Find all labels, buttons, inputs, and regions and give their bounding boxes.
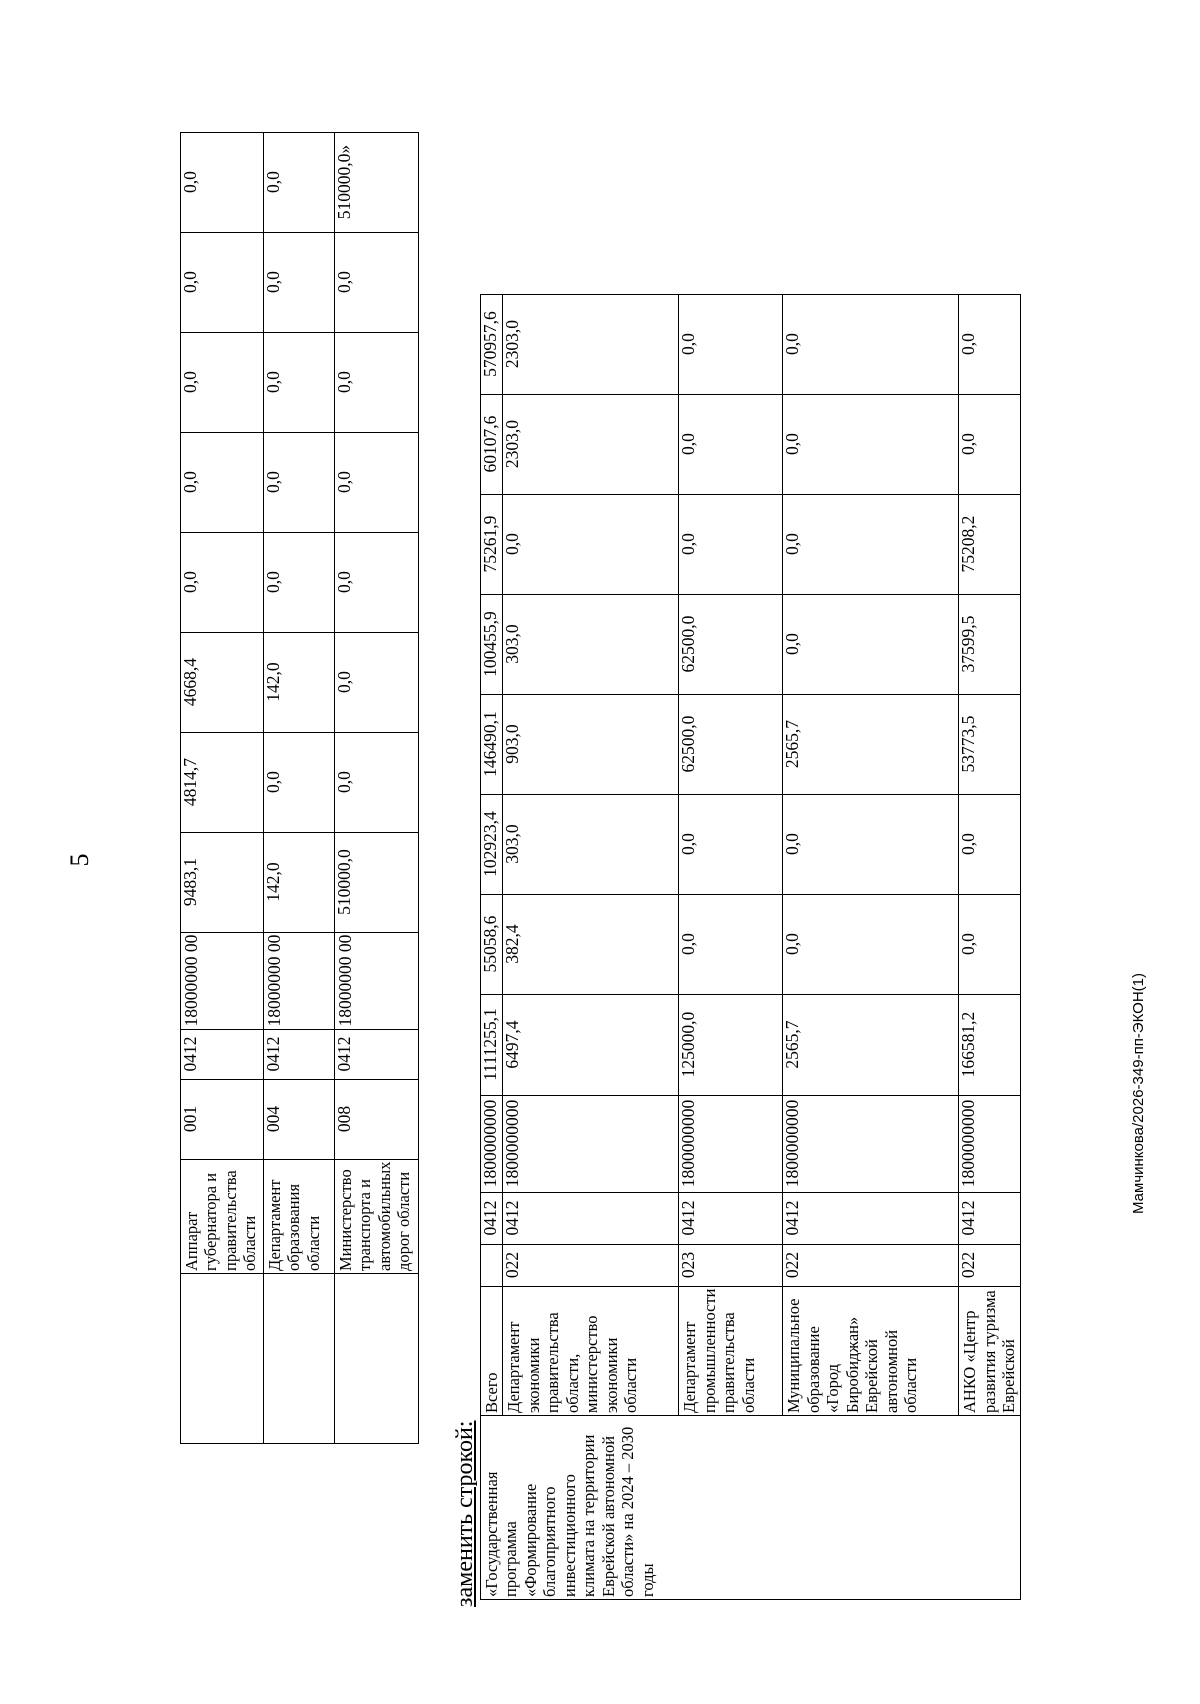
code3-cell: 1800000000 bbox=[503, 1095, 679, 1192]
program-name-cell: «Государственная программа «Формирование благоприятного инвестиционного климата на территории Еврейской автономной области» на 2024 – 2030 годы bbox=[481, 1416, 1021, 1600]
value-cell: 2565,7 bbox=[783, 994, 959, 1095]
table-row bbox=[503, 294, 679, 1599]
code1-cell: 022 bbox=[783, 1244, 959, 1286]
table-row bbox=[181, 132, 264, 1443]
code3-cell: 18000000 00 bbox=[264, 932, 335, 1029]
bottom-table bbox=[480, 294, 1021, 1600]
value-cell: 55058,6 bbox=[481, 894, 503, 994]
org-name-cell: Департамент образования области bbox=[264, 1159, 335, 1273]
value-cell: 510000,0 bbox=[335, 832, 419, 932]
value-cell: 0,0 bbox=[264, 132, 335, 232]
org-name-cell: Аппарат губернатора и правительства области bbox=[181, 1159, 264, 1273]
table-row bbox=[481, 294, 503, 1599]
value-cell: 0,0 bbox=[783, 394, 959, 494]
value-cell: 0,0 bbox=[503, 494, 679, 594]
value-cell: 4814,7 bbox=[181, 732, 264, 832]
value-cell: 0,0 bbox=[264, 432, 335, 532]
value-cell: 0,0 bbox=[264, 532, 335, 632]
value-cell: 102923,4 bbox=[481, 794, 503, 894]
value-cell: 62500,0 bbox=[679, 594, 783, 694]
value-cell: 0,0 bbox=[264, 232, 335, 332]
value-cell: 2303,0 bbox=[503, 394, 679, 494]
code2-cell: 0412 bbox=[181, 1029, 264, 1079]
org-name-cell: Министерство транспорта и автомобильных дорог области bbox=[335, 1159, 419, 1273]
value-cell: 0,0 bbox=[783, 294, 959, 394]
code1-cell: 022 bbox=[503, 1244, 679, 1286]
value-cell: 75208,2 bbox=[959, 494, 1020, 594]
code2-cell: 0412 bbox=[959, 1192, 1020, 1244]
value-cell: 382,4 bbox=[503, 894, 679, 994]
value-cell: 0,0 bbox=[335, 532, 419, 632]
value-cell: 0,0 bbox=[335, 232, 419, 332]
value-cell: 0,0 bbox=[335, 732, 419, 832]
code1-cell: 008 bbox=[335, 1079, 419, 1159]
value-cell: 2565,7 bbox=[783, 694, 959, 794]
replace-caption: заменить строкой: bbox=[452, 1420, 478, 1607]
value-cell: 142,0 bbox=[264, 832, 335, 932]
value-cell: 6497,4 bbox=[503, 994, 679, 1095]
top-table bbox=[180, 132, 419, 1444]
value-cell: 0,0 bbox=[783, 794, 959, 894]
value-cell: 0,0 bbox=[679, 394, 783, 494]
value-cell: 75261,9 bbox=[481, 494, 503, 594]
org-name-cell: Департамент промышленности правительства области bbox=[679, 1286, 783, 1415]
table-row bbox=[959, 294, 1020, 1599]
value-cell: 0,0 bbox=[181, 332, 264, 432]
value-cell: 0,0 bbox=[679, 894, 783, 994]
value-cell: 1111255,1 bbox=[481, 994, 503, 1095]
value-cell: 0,0 bbox=[783, 494, 959, 594]
value-cell: 510000,0» bbox=[335, 132, 419, 232]
value-cell: 0,0 bbox=[679, 794, 783, 894]
org-name-cell: АНКО «Центр развития туризма Еврейской bbox=[959, 1286, 1020, 1415]
value-cell: 0,0 bbox=[959, 394, 1020, 494]
code1-cell: 023 bbox=[679, 1244, 783, 1286]
value-cell: 0,0 bbox=[679, 494, 783, 594]
code1-cell: 001 bbox=[181, 1079, 264, 1159]
org-name-cell: Всего bbox=[481, 1286, 503, 1415]
value-cell: 0,0 bbox=[335, 632, 419, 732]
empty-program-cell bbox=[181, 1274, 264, 1444]
value-cell: 903,0 bbox=[503, 694, 679, 794]
value-cell: 0,0 bbox=[181, 132, 264, 232]
code1-cell: 022 bbox=[959, 1244, 1020, 1286]
value-cell: 53773,5 bbox=[959, 694, 1020, 794]
value-cell: 125000,0 bbox=[679, 994, 783, 1095]
value-cell: 60107,6 bbox=[481, 394, 503, 494]
footer-reference: Мамчинкова/2026-349-пп-ЭКОН(1) bbox=[1130, 973, 1147, 1214]
empty-program-cell bbox=[335, 1274, 419, 1444]
value-cell: 2303,0 bbox=[503, 294, 679, 394]
value-cell: 166581,2 bbox=[959, 994, 1020, 1095]
value-cell: 142,0 bbox=[264, 632, 335, 732]
code2-cell: 0412 bbox=[335, 1029, 419, 1079]
table-row bbox=[783, 294, 959, 1599]
code3-cell: 18000000 00 bbox=[335, 932, 419, 1029]
code2-cell: 0412 bbox=[503, 1192, 679, 1244]
code3-cell: 1800000000 bbox=[679, 1095, 783, 1192]
value-cell: 146490,1 bbox=[481, 694, 503, 794]
code2-cell: 0412 bbox=[481, 1192, 503, 1244]
table-row bbox=[264, 132, 335, 1443]
value-cell: 303,0 bbox=[503, 794, 679, 894]
value-cell: 37599,5 bbox=[959, 594, 1020, 694]
empty-program-cell bbox=[264, 1274, 335, 1444]
code1-cell: 004 bbox=[264, 1079, 335, 1159]
value-cell: 0,0 bbox=[264, 332, 335, 432]
value-cell: 9483,1 bbox=[181, 832, 264, 932]
code1-cell bbox=[481, 1244, 503, 1286]
code2-cell: 0412 bbox=[264, 1029, 335, 1079]
code3-cell: 1800000000 bbox=[783, 1095, 959, 1192]
value-cell: 0,0 bbox=[959, 294, 1020, 394]
value-cell: 0,0 bbox=[959, 794, 1020, 894]
code2-cell: 0412 bbox=[783, 1192, 959, 1244]
table-row bbox=[335, 132, 419, 1443]
org-name-cell: Муниципальное образование «Город Биробиджан» Еврейской автономной области bbox=[783, 1286, 959, 1415]
value-cell: 0,0 bbox=[783, 594, 959, 694]
value-cell: 100455,9 bbox=[481, 594, 503, 694]
value-cell: 4668,4 bbox=[181, 632, 264, 732]
value-cell: 0,0 bbox=[181, 232, 264, 332]
value-cell: 0,0 bbox=[335, 432, 419, 532]
value-cell: 303,0 bbox=[503, 594, 679, 694]
code3-cell: 18000000 00 bbox=[181, 932, 264, 1029]
page-number: 5 bbox=[65, 853, 94, 867]
value-cell: 0,0 bbox=[679, 294, 783, 394]
value-cell: 0,0 bbox=[959, 894, 1020, 994]
code3-cell: 1800000000 bbox=[481, 1095, 503, 1192]
org-name-cell: Департамент экономики правительства области, министерство экономики области bbox=[503, 1286, 679, 1415]
code3-cell: 1800000000 bbox=[959, 1095, 1020, 1192]
value-cell: 0,0 bbox=[181, 532, 264, 632]
code2-cell: 0412 bbox=[679, 1192, 783, 1244]
value-cell: 0,0 bbox=[264, 732, 335, 832]
value-cell: 62500,0 bbox=[679, 694, 783, 794]
value-cell: 0,0 bbox=[335, 332, 419, 432]
value-cell: 0,0 bbox=[181, 432, 264, 532]
value-cell: 0,0 bbox=[783, 894, 959, 994]
table-row bbox=[679, 294, 783, 1599]
value-cell: 570957,6 bbox=[481, 294, 503, 394]
